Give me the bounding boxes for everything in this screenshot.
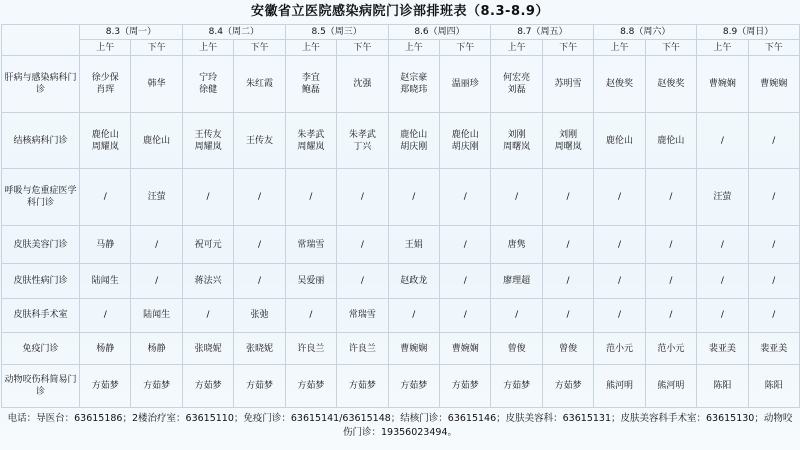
doctor-cell: / (645, 298, 696, 332)
doctor-cell: / (645, 226, 696, 264)
slot-header: 下午 (131, 40, 182, 56)
doctor-cell: / (337, 264, 388, 298)
doctor-cell: / (337, 226, 388, 264)
doctor-cell: 刘刚 周曙岚 (542, 112, 593, 169)
doctor-cell: / (748, 112, 799, 169)
doctor-cell: / (748, 264, 799, 298)
doctor-cell: 王传友 (234, 112, 285, 169)
table-row (2, 365, 800, 408)
contact-footer: 电话：导医台：63615186；2楼治疗室：63615110；免疫门诊：63615141/63615148；结核门诊：63615146；皮肤美容科：63615131；皮肤美容科手术室：63615130；动物咬伤门诊：19356023494。 (7, 413, 793, 438)
doctor-cell: / (234, 264, 285, 298)
doctor-cell: / (182, 298, 233, 332)
slot-header: 上午 (285, 40, 336, 56)
department-name: 呼吸与危重症医学科门诊 (2, 169, 80, 226)
day-header: 8.7（周五） (491, 25, 594, 40)
doctor-cell: 方茹梦 (337, 365, 388, 408)
doctor-cell: 陆闻生 (80, 264, 131, 298)
doctor-cell: 赵政龙 (388, 264, 439, 298)
doctor-cell: 方茹梦 (80, 365, 131, 408)
doctor-cell: 曹婉娴 (440, 333, 491, 365)
doctor-cell: 徐少保 肖珲 (80, 56, 131, 113)
doctor-cell: / (80, 298, 131, 332)
department-name: 皮肤科手术室 (2, 298, 80, 332)
doctor-cell: 方茹梦 (491, 365, 542, 408)
doctor-cell: 宁玲 徐健 (182, 56, 233, 113)
doctor-cell: 王传友 周耀岚 (182, 112, 233, 169)
doctor-cell: / (697, 226, 748, 264)
doctor-cell: / (234, 226, 285, 264)
day-header: 8.3（周一） (80, 25, 183, 40)
doctor-cell: 唐隽 (491, 226, 542, 264)
doctor-cell: 鹿伦山 胡庆刚 (440, 112, 491, 169)
slot-header: 上午 (594, 40, 645, 56)
doctor-cell: 范小元 (594, 333, 645, 365)
slot-header: 上午 (697, 40, 748, 56)
doctor-cell: 裴亚美 (748, 333, 799, 365)
slot-header: 下午 (748, 40, 799, 56)
slot-header: 上午 (182, 40, 233, 56)
doctor-cell: 方茹梦 (131, 365, 182, 408)
doctor-cell: / (440, 298, 491, 332)
doctor-cell: 鹿伦山 (645, 112, 696, 169)
table-corner (2, 25, 80, 56)
doctor-cell: 鹿伦山 周耀岚 (80, 112, 131, 169)
doctor-cell: 赵俊奖 (645, 56, 696, 113)
doctor-cell: / (234, 169, 285, 226)
doctor-cell: / (131, 264, 182, 298)
doctor-cell: 熊河明 (594, 365, 645, 408)
doctor-cell: 赵俊奖 (594, 56, 645, 113)
doctor-cell: 鹿伦山 (594, 112, 645, 169)
slot-header: 下午 (440, 40, 491, 56)
department-name: 皮肤性病门诊 (2, 264, 80, 298)
doctor-cell: / (440, 264, 491, 298)
doctor-cell: 许良兰 (285, 333, 336, 365)
doctor-cell: / (285, 169, 336, 226)
doctor-cell: 李宜 鲍磊 (285, 56, 336, 113)
doctor-cell: 曹婉娴 (697, 56, 748, 113)
doctor-cell: / (542, 226, 593, 264)
doctor-cell: / (80, 169, 131, 226)
slot-header: 上午 (80, 40, 131, 56)
doctor-cell: 汪萤 (697, 169, 748, 226)
doctor-cell: 蒋法兴 (182, 264, 233, 298)
doctor-cell: 鹿伦山 胡庆刚 (388, 112, 439, 169)
doctor-cell: / (491, 298, 542, 332)
doctor-cell: / (388, 169, 439, 226)
doctor-cell: / (182, 169, 233, 226)
doctor-cell: 曾俊 (491, 333, 542, 365)
doctor-cell: 韩华 (131, 56, 182, 113)
doctor-cell: 方茹梦 (234, 365, 285, 408)
slot-header: 上午 (491, 40, 542, 56)
doctor-cell: / (594, 226, 645, 264)
doctor-cell: 沈强 (337, 56, 388, 113)
slot-header: 下午 (542, 40, 593, 56)
department-name: 肝病与感染病科门诊 (2, 56, 80, 113)
doctor-cell: 赵宗豪 郑晓玮 (388, 56, 439, 113)
doctor-cell: 曹婉娴 (748, 56, 799, 113)
doctor-cell: / (697, 298, 748, 332)
doctor-cell: 许良兰 (337, 333, 388, 365)
doctor-cell: 朱红霞 (234, 56, 285, 113)
table-row (2, 169, 800, 226)
doctor-cell: / (542, 264, 593, 298)
doctor-cell: 曾俊 (542, 333, 593, 365)
doctor-cell: / (542, 298, 593, 332)
doctor-cell: 方茹梦 (285, 365, 336, 408)
doctor-cell: / (285, 298, 336, 332)
doctor-cell: 张晓妮 (182, 333, 233, 365)
doctor-cell: / (337, 169, 388, 226)
doctor-cell: 何宏亮 刘磊 (491, 56, 542, 113)
slot-header: 下午 (234, 40, 285, 56)
table-row (2, 298, 800, 332)
page-title: 安徽省立医院感染病院门诊部排班表（8.3-8.9） (251, 4, 549, 19)
doctor-cell: 吴爱丽 (285, 264, 336, 298)
doctor-cell: / (594, 169, 645, 226)
doctor-cell: 方茹梦 (182, 365, 233, 408)
doctor-cell: 熊河明 (645, 365, 696, 408)
slot-header: 下午 (645, 40, 696, 56)
day-header: 8.6（周四） (388, 25, 491, 40)
doctor-cell: 陈阳 (697, 365, 748, 408)
doctor-cell: 杨静 (80, 333, 131, 365)
department-name: 免疫门诊 (2, 333, 80, 365)
doctor-cell: / (645, 264, 696, 298)
slot-header-row (2, 40, 800, 56)
table-row (2, 333, 800, 365)
day-header: 8.8（周六） (594, 25, 697, 40)
doctor-cell: 朱孝武 丁兴 (337, 112, 388, 169)
day-header: 8.9（周日） (697, 25, 800, 40)
doctor-cell: 祝可元 (182, 226, 233, 264)
slot-header: 下午 (337, 40, 388, 56)
doctor-cell: / (748, 226, 799, 264)
doctor-cell: 陆闻生 (131, 298, 182, 332)
day-header: 8.5（周三） (285, 25, 388, 40)
doctor-cell: / (697, 264, 748, 298)
doctor-cell: 方茹梦 (388, 365, 439, 408)
doctor-cell: 苏明雪 (542, 56, 593, 113)
doctor-cell: / (645, 169, 696, 226)
doctor-cell: 张晓妮 (234, 333, 285, 365)
doctor-cell: 廖理超 (491, 264, 542, 298)
doctor-cell: 方茹梦 (440, 365, 491, 408)
table-row (2, 56, 800, 113)
department-name: 动物咬伤科简易门诊 (2, 365, 80, 408)
doctor-cell: 杨静 (131, 333, 182, 365)
doctor-cell: / (440, 169, 491, 226)
doctor-cell: 常瑞雪 (285, 226, 336, 264)
doctor-cell: 裴亚美 (697, 333, 748, 365)
day-header-row (2, 25, 800, 40)
doctor-cell: / (594, 298, 645, 332)
doctor-cell: / (697, 112, 748, 169)
doctor-cell: / (748, 298, 799, 332)
department-name: 结核病科门诊 (2, 112, 80, 169)
doctor-cell: / (388, 298, 439, 332)
doctor-cell: 朱孝武 周耀岚 (285, 112, 336, 169)
doctor-cell: / (491, 169, 542, 226)
doctor-cell: / (131, 226, 182, 264)
doctor-cell: 鹿伦山 (131, 112, 182, 169)
schedule-table (1, 24, 800, 408)
doctor-cell: / (440, 226, 491, 264)
department-name: 皮肤美容门诊 (2, 226, 80, 264)
day-header: 8.4（周二） (182, 25, 285, 40)
doctor-cell: / (594, 264, 645, 298)
doctor-cell: 马静 (80, 226, 131, 264)
doctor-cell: 王娟 (388, 226, 439, 264)
doctor-cell: / (748, 169, 799, 226)
table-row (2, 226, 800, 264)
table-row (2, 264, 800, 298)
doctor-cell: 刘刚 周曙岚 (491, 112, 542, 169)
doctor-cell: 温丽珍 (440, 56, 491, 113)
table-row (2, 112, 800, 169)
doctor-cell: 陈阳 (748, 365, 799, 408)
doctor-cell: 范小元 (645, 333, 696, 365)
slot-header: 上午 (388, 40, 439, 56)
doctor-cell: 常瑞雪 (337, 298, 388, 332)
doctor-cell: 曹婉娴 (388, 333, 439, 365)
doctor-cell: 张弛 (234, 298, 285, 332)
doctor-cell: 汪萤 (131, 169, 182, 226)
doctor-cell: 方茹梦 (542, 365, 593, 408)
doctor-cell: / (542, 169, 593, 226)
